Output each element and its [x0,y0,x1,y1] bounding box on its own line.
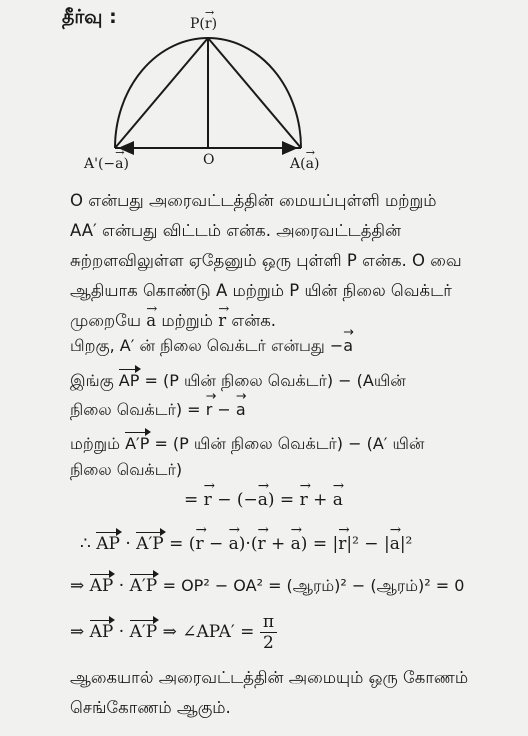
line-a-prime-position: பிறகு, A′ ன் நிலை வெக்டர் என்பது −→ a [70,336,353,357]
label-p: P(→ r) [190,16,217,32]
line-ap-result: நிலை வெக்டர்) = → r − → a [70,400,246,421]
line-a-prime-p-definition: மற்றும் A′P = (P யின் நிலை வெக்டர்) − (A′ யின் [70,434,425,453]
line-dot-product: ∴ AP · A′P = (→ r − → a)·(→ r + → a) = |→ r|² − |→ a|² [80,532,412,554]
label-a: A(→ a) [290,156,319,172]
line-right-angle: ⇒ AP · A′P ⇒ ∠APA′ = $\frac{\pi}{2}$ [70,612,277,653]
line-dot-product-zero: ⇒ AP · A′P = OP² − OA² = (ஆரம்)² − (ஆரம்)² = 0 [70,576,465,596]
para-line-2: AA′ என்பது விட்டம் என்க. அரைவட்டத்தின் [70,221,402,240]
para-line-1: O என்பது அரைவட்டத்தின் மையப்புள்ளி மற்றும் [70,191,437,210]
line-a-prime-p-result: = → r − (−→ a) = → r + → a [184,490,343,510]
para-line-5: முறையே → a மற்றும் → r என்க. [70,306,510,336]
paragraph-definitions [70,186,510,336]
conclusion-line-1: ஆகையால் அரைவட்டத்தின் அமையும் ஒரு கோணம் [70,668,469,687]
conclusion [70,663,510,723]
semicircle-diagram [0,0,528,180]
conclusion-line-2: செங்கோணம் ஆகும். [70,698,231,717]
pi-over-two: $\frac{\pi}{2}$ [260,612,277,653]
line-ap-definition: இங்கு AP = (P யின் நிலை வெக்டர்) − (Aயின் [70,371,406,390]
line-a-prime-p-cont: நிலை வெக்டர்) [70,460,183,479]
label-a-prime: A'(−→ a) [84,156,129,172]
para-line-4: ஆதியாக கொண்டு A மற்றும் P யின் நிலை வெக்டர் [70,281,452,300]
para-line-3: சுற்றளவிலுள்ள ஏதேனும் ஒரு புள்ளி P என்க. O வை [70,251,462,270]
solution-heading: தீர்வு : [62,6,117,28]
segment-a1p [115,38,208,148]
segment-ap [208,38,301,148]
label-o: O [203,152,215,168]
